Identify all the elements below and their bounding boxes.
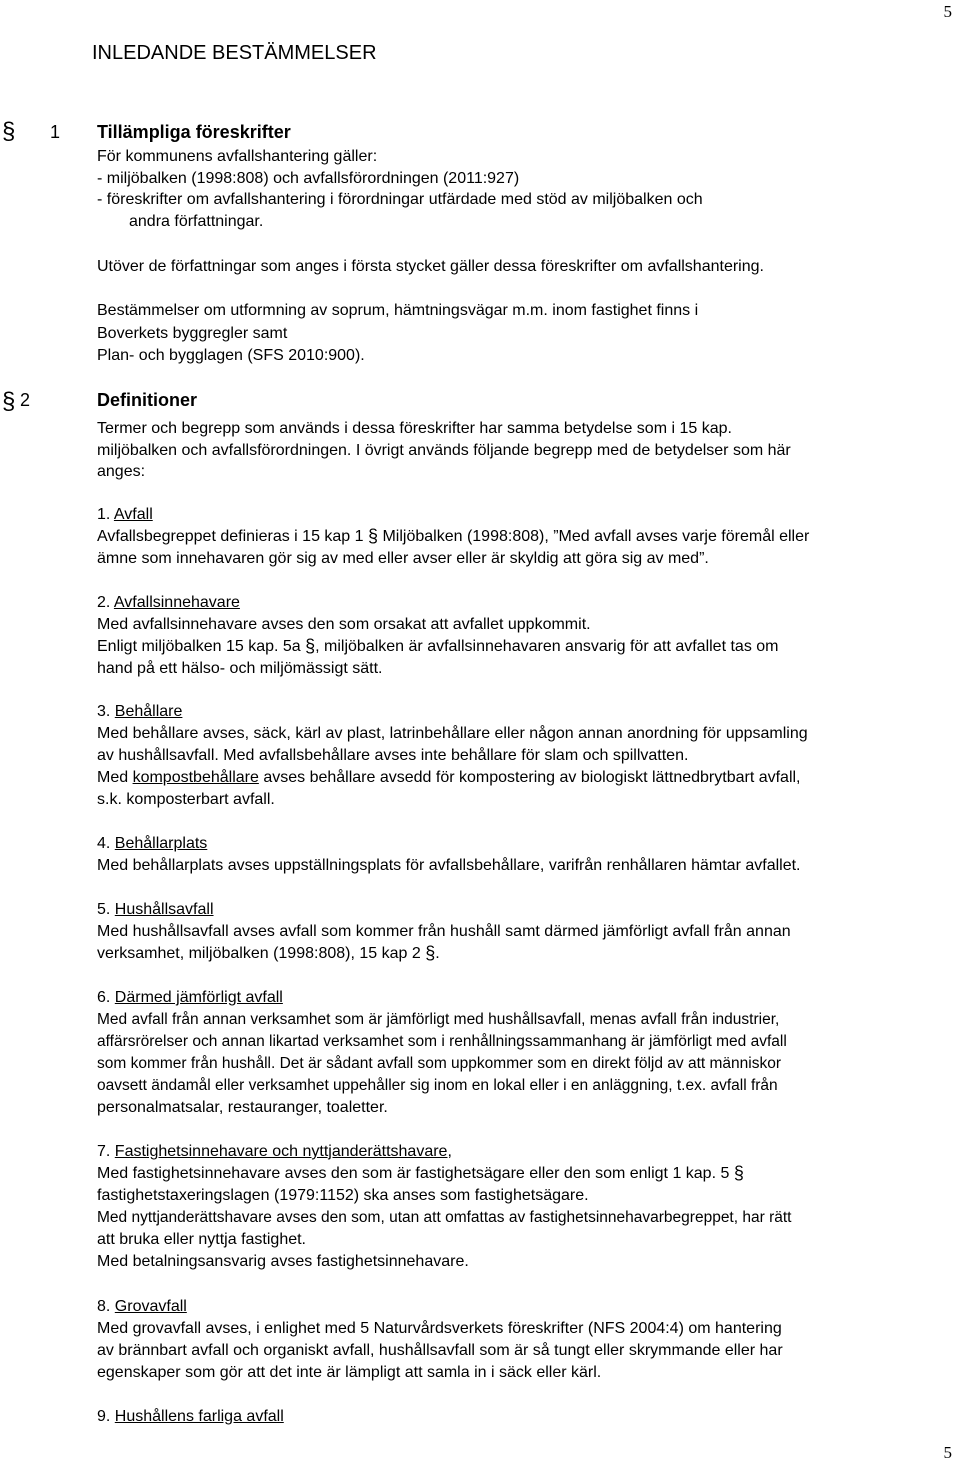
definition-text: egenskaper som gör att det inte är lämpligt att samla in i säck eller kärl. xyxy=(97,1364,602,1381)
definition-term: Hushållens farliga avfall xyxy=(114,1408,284,1425)
definition-number: 1. xyxy=(97,506,114,523)
section-number: 1 xyxy=(50,122,61,142)
definition-heading xyxy=(97,592,240,613)
page-title: INLEDANDE BESTÄMMELSER xyxy=(92,42,377,64)
section-symbol: § xyxy=(368,526,379,546)
definition-text: Med nyttjanderättshavare avses den som, utan att omfattas av fastighetsinnehavarbegreppet, har rätt xyxy=(97,1209,792,1226)
definition-heading xyxy=(97,833,207,854)
definition-text: av hushållsavfall. Med avfallsbehållare avses inte behållare för slam och spillvatten. xyxy=(97,747,689,764)
section-number: 2 xyxy=(20,390,31,410)
definition-number: 5. xyxy=(97,901,115,918)
definition-heading xyxy=(97,899,214,920)
section-symbol: § xyxy=(2,388,16,415)
definition-text: oavsett ändamål eller verksamhet uppehåller sig inom en lokal eller i en anläggning, t.ex. avfall från xyxy=(97,1077,778,1094)
definition-text: som kommer från hushåll. Det är sådant avfall som uppkommer som en direkt följd av att människor xyxy=(97,1055,781,1072)
definition-text: Med grovavfall avses, i enlighet med 5 Naturvårdsverkets föreskrifter (NFS 2004:4) om hantering xyxy=(97,1320,782,1337)
section-symbol: § xyxy=(305,636,316,656)
text-span: avses behållare avsedd för kompostering av biologiskt lättnedbrytbart avfall, xyxy=(258,769,801,786)
definition-heading xyxy=(97,701,182,722)
section-symbol: § xyxy=(733,1163,744,1183)
text-span: Avfallsbegreppet definieras i 15 kap 1 xyxy=(97,528,368,545)
definition-text: hand på ett hälso- och miljömässigt sätt. xyxy=(97,660,383,677)
definition-text: Med hushållsavfall avses avfall som kommer från hushåll samt därmed jämförligt avfall från annan xyxy=(97,923,791,940)
text-span: Med fastighetsinnehavare avses den som är fastighetsägare eller den som enligt 1 kap. 5 xyxy=(97,1165,734,1182)
definition-text: s.k. komposterbart avfall. xyxy=(97,791,275,808)
underlined-term: kompostbehållare xyxy=(132,769,259,786)
section-heading: Tillämpliga föreskrifter xyxy=(97,122,291,142)
section-symbol: § xyxy=(2,118,16,145)
definition-number: 8. xyxy=(97,1298,115,1315)
definition-text: Med behållarplats avses uppställningsplats för avfallsbehållare, varifrån renhållaren hämtar avfallet. xyxy=(97,857,801,874)
definition-text: Med avfallsinnehavare avses den som orsakat att avfallet uppkommit. xyxy=(97,616,591,633)
definition-term: Avfall xyxy=(113,506,153,523)
definition-number: 4. xyxy=(97,835,115,852)
definition-text: personalmatsalar, restauranger, toaletter. xyxy=(97,1099,388,1116)
definition-heading xyxy=(97,1141,452,1162)
definition-term: Därmed jämförligt avfall xyxy=(114,989,283,1006)
paragraph: Boverkets byggregler samt xyxy=(97,325,288,342)
definition-text xyxy=(97,943,440,964)
definition-text xyxy=(97,1163,744,1184)
section-intro: För kommunens avfallshantering gäller: xyxy=(97,148,378,165)
definition-term: Behållarplats xyxy=(114,835,208,852)
definition-heading xyxy=(97,1296,187,1317)
definition-number: 7. xyxy=(97,1143,115,1160)
section-intro: anges: xyxy=(97,463,146,480)
list-item-continuation: andra författningar. xyxy=(129,213,264,230)
definition-number: 9. xyxy=(97,1408,115,1425)
definition-number: 3. xyxy=(97,703,115,720)
list-item: - föreskrifter om avfallshantering i förordningar utfärdade med stöd av miljöbalken och xyxy=(97,191,703,208)
definition-text xyxy=(97,767,801,788)
definition-number: 6. xyxy=(97,989,115,1006)
paragraph: Bestämmelser om utformning av soprum, hämtningsvägar m.m. inom fastighet finns i xyxy=(97,302,699,319)
definition-text: att bruka eller nyttja fastighet. xyxy=(97,1231,306,1248)
definition-term: Behållare xyxy=(114,703,183,720)
section-symbol: § xyxy=(425,943,436,963)
paragraph: Plan- och bygglagen (SFS 2010:900). xyxy=(97,347,365,364)
paragraph: Utöver de författningar som anges i första stycket gäller dessa föreskrifter om avfallshantering. xyxy=(97,258,764,275)
text-span: Med xyxy=(97,769,133,786)
definition-text xyxy=(97,526,809,547)
text-span: verksamhet, miljöbalken (1998:808), 15 kap 2 xyxy=(97,945,426,962)
definition-text: ämne som innehavaren gör sig av med eller avser eller är skyldig att göra sig av med”. xyxy=(97,550,709,567)
section-intro: miljöbalken och avfallsförordningen. I övrigt används följande begrepp med de betydelser som här xyxy=(97,442,791,459)
definition-heading xyxy=(97,987,283,1008)
page-number-bottom: 5 xyxy=(943,1443,952,1462)
text-span: . xyxy=(435,945,440,962)
section-intro: Termer och begrepp som används i dessa föreskrifter har samma betydelse som i 15 kap. xyxy=(97,420,732,437)
definition-term: Fastighetsinnehavare och nyttjanderättshavare, xyxy=(114,1143,452,1160)
page-number-top: 5 xyxy=(943,2,952,21)
definition-heading xyxy=(97,1406,284,1427)
definition-text: Med behållare avses, säck, kärl av plast, latrinbehållare eller någon annan anordning för uppsamling xyxy=(97,725,808,742)
definition-text: affärsrörelser och annan likartad verksamhet som i renhållningssammanhang är jämförligt med avfall xyxy=(97,1033,787,1050)
definition-text: av brännbart avfall och organiskt avfall, hushållsavfall som är så tungt eller skrymmande eller har xyxy=(97,1342,783,1359)
definition-text xyxy=(97,636,778,657)
definition-text: fastighetstaxeringslagen (1979:1152) ska anses som fastighetsägare. xyxy=(97,1187,589,1204)
text-span: Miljöbalken (1998:808), ”Med avfall avses varje föremål eller xyxy=(378,528,810,545)
definition-text: Med avfall från annan verksamhet som är jämförligt med hushållsavfall, menas avfall från industrier, xyxy=(97,1011,780,1028)
text-span: , miljöbalken är avfallsinnehavaren ansvarig för att avfallet tas om xyxy=(315,638,779,655)
definition-text: Med betalningsansvarig avses fastighetsinnehavare. xyxy=(97,1253,469,1270)
text-span: Enligt miljöbalken 15 kap. 5a xyxy=(97,638,306,655)
definition-term: Avfallsinnehavare xyxy=(113,594,240,611)
definition-heading xyxy=(97,504,153,525)
section-heading: Definitioner xyxy=(97,390,198,410)
definition-number: 2. xyxy=(97,594,114,611)
definition-term: Grovavfall xyxy=(114,1298,187,1315)
list-item: - miljöbalken (1998:808) och avfallsförordningen (2011:927) xyxy=(97,170,520,187)
definition-term: Hushållsavfall xyxy=(114,901,214,918)
